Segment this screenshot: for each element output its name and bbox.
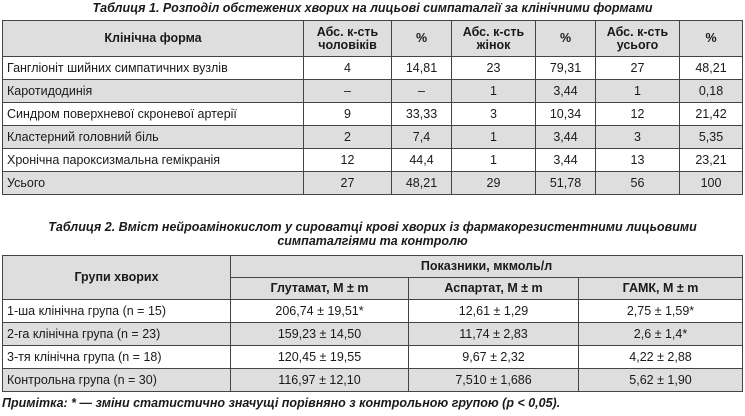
- t1-cell: 9: [304, 103, 392, 126]
- t2-cell: 3-тя клінічна група (n = 18): [3, 346, 231, 369]
- t1-cell: 0,18: [680, 80, 743, 103]
- t1-cell: Гангліоніт шийних симпатичних вузлів: [3, 57, 304, 80]
- t1-cell: 1: [452, 80, 536, 103]
- t2-cell: 206,74 ± 19,51*: [231, 300, 409, 323]
- t1-cell: 12: [304, 149, 392, 172]
- t2-cell: 120,45 ± 19,55: [231, 346, 409, 369]
- t2-cell: 9,67 ± 2,32: [409, 346, 579, 369]
- t2-cell: 12,61 ± 1,29: [409, 300, 579, 323]
- t1-cell: 48,21: [392, 172, 452, 195]
- footnote: Примітка: * — зміни статистично значущі порівняно з контрольною групою (p < 0,05).: [2, 396, 561, 410]
- t1-cell: 3: [596, 126, 680, 149]
- t1-cell: Кластерний головний біль: [3, 126, 304, 149]
- t2-cell: 11,74 ± 2,83: [409, 323, 579, 346]
- t2-cell: 2,75 ± 1,59*: [579, 300, 743, 323]
- t2-cell: 116,97 ± 12,10: [231, 369, 409, 392]
- t1-cell: Хронічна пароксизмальна гемікранія: [3, 149, 304, 172]
- t1-cell: 51,78: [536, 172, 596, 195]
- t1-cell: 2: [304, 126, 392, 149]
- t1-cell: 27: [596, 57, 680, 80]
- table-row: [3, 346, 743, 369]
- t1-cell: Синдром поверхневої скроневої артерії: [3, 103, 304, 126]
- t2-header-glutamate: Глутамат, M ± m: [231, 278, 409, 300]
- table-row: [3, 103, 743, 126]
- t1-cell: –: [392, 80, 452, 103]
- t1-cell: 1: [452, 126, 536, 149]
- table-row: [3, 323, 743, 346]
- t1-cell: 27: [304, 172, 392, 195]
- t1-cell: –: [304, 80, 392, 103]
- t2-cell: 2,6 ± 1,4*: [579, 323, 743, 346]
- t1-cell: 44,4: [392, 149, 452, 172]
- t2-header-aspartate: Аспартат, M ± m: [409, 278, 579, 300]
- t1-cell: 3,44: [536, 80, 596, 103]
- t1-header-form: Клінічна форма: [3, 21, 304, 57]
- t1-header-women: Абс. к-сть жінок: [452, 21, 536, 57]
- table1: [2, 20, 743, 195]
- t1-cell: 33,33: [392, 103, 452, 126]
- t2-header-gaba: ГАМК, M ± m: [579, 278, 743, 300]
- t2-header-groups: Групи хворих: [3, 256, 231, 300]
- t1-cell: 100: [680, 172, 743, 195]
- t1-header-women-pct: %: [536, 21, 596, 57]
- t1-cell: 13: [596, 149, 680, 172]
- t1-cell: 48,21: [680, 57, 743, 80]
- t1-header-total-pct: %: [680, 21, 743, 57]
- table1-caption: Таблиця 1. Розподіл обстежених хворих на лицьові симпаталгії за клінічними формами: [92, 1, 653, 15]
- t1-cell: 23: [452, 57, 536, 80]
- t1-cell: 56: [596, 172, 680, 195]
- t1-cell: 10,34: [536, 103, 596, 126]
- table-row: [3, 149, 743, 172]
- t2-cell: 5,62 ± 1,90: [579, 369, 743, 392]
- t1-cell: 5,35: [680, 126, 743, 149]
- t1-header-men-pct: %: [392, 21, 452, 57]
- t1-cell: 14,81: [392, 57, 452, 80]
- t1-header-men: Абс. к-сть чоловіків: [304, 21, 392, 57]
- t2-cell: 1-ша клінічна група (n = 15): [3, 300, 231, 323]
- t1-cell: 3,44: [536, 149, 596, 172]
- t2-header-indicators: Показники, мкмоль/л: [231, 256, 743, 278]
- t1-cell: 29: [452, 172, 536, 195]
- table-row: [3, 57, 743, 80]
- t1-cell: 7,4: [392, 126, 452, 149]
- t1-cell: Каротидодинія: [3, 80, 304, 103]
- table2-caption: [0, 220, 745, 248]
- table-row: [3, 126, 743, 149]
- t1-header-total: Абс. к-сть усього: [596, 21, 680, 57]
- table2-caption-line2: симпаталгіями та контролю: [277, 234, 468, 248]
- t2-cell: Контрольна група (n = 30): [3, 369, 231, 392]
- t2-cell: 159,23 ± 14,50: [231, 323, 409, 346]
- t1-cell: 1: [596, 80, 680, 103]
- table-row: [3, 369, 743, 392]
- t1-cell: 3,44: [536, 126, 596, 149]
- t1-cell: 12: [596, 103, 680, 126]
- t1-cell: 3: [452, 103, 536, 126]
- t1-cell: 21,42: [680, 103, 743, 126]
- table2: [2, 255, 743, 392]
- t1-cell: Усього: [3, 172, 304, 195]
- table-row: [3, 80, 743, 103]
- table-row: [3, 300, 743, 323]
- table2-caption-line1: Таблиця 2. Вміст нейроамінокислот у сироватці крові хворих із фармакорезистентними лицьовими: [48, 220, 697, 234]
- t2-cell: 4,22 ± 2,88: [579, 346, 743, 369]
- table-row: [3, 172, 743, 195]
- t2-cell: 7,510 ± 1,686: [409, 369, 579, 392]
- t1-cell: 1: [452, 149, 536, 172]
- t1-cell: 79,31: [536, 57, 596, 80]
- t1-cell: 4: [304, 57, 392, 80]
- t1-cell: 23,21: [680, 149, 743, 172]
- t2-cell: 2-га клінічна група (n = 23): [3, 323, 231, 346]
